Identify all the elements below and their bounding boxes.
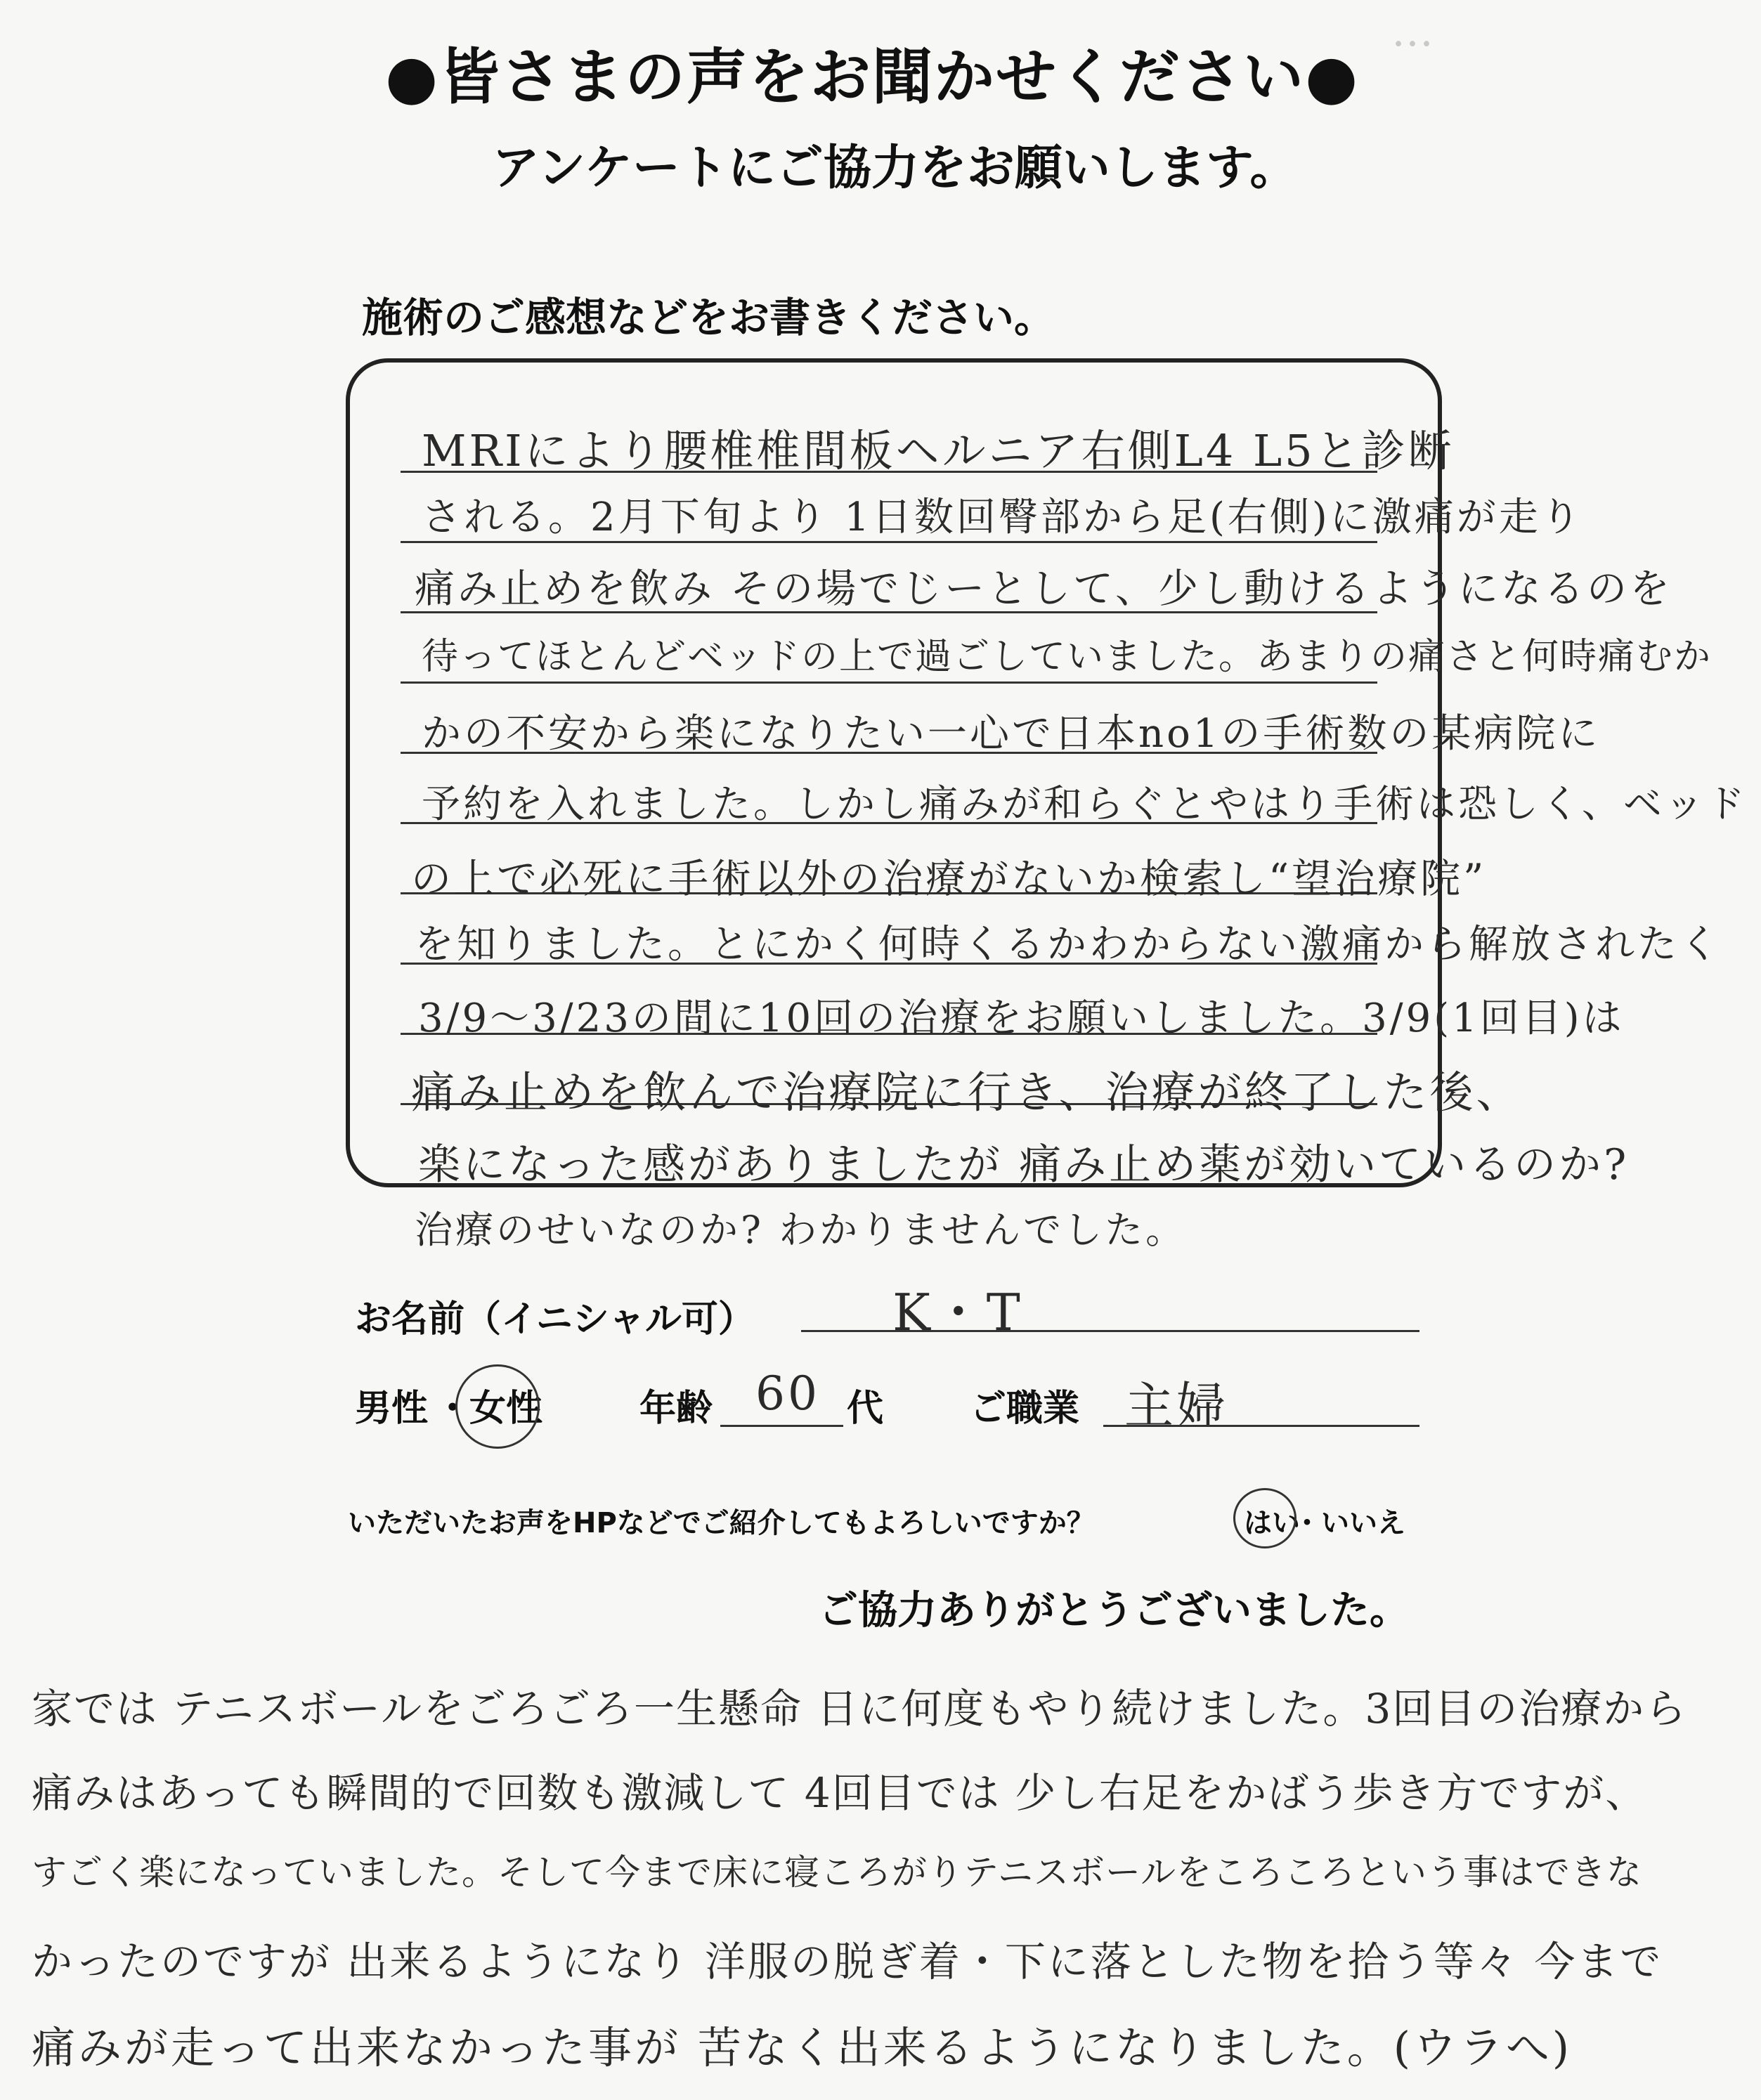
comment-line: 治療のせいなのか? わかりませんでした。: [415, 1208, 1187, 1252]
name-underline: [801, 1330, 1419, 1332]
continuation-line: かったのですが 出来るようになり 洋服の脱ぎ着・下に落とした物を拾う等々 今まで: [32, 1938, 1663, 1985]
comment-line: を知りました。とにかく何時くるかわからない激痛から解放されたく: [415, 922, 1722, 967]
occupation-value: 主婦: [1124, 1377, 1228, 1435]
comment-line: 予約を入れました。しかし痛みが和らぐとやはり手術は恐しく、ベッド: [422, 781, 1748, 826]
page-title: ●皆さまの声をお聞かせください●: [385, 42, 1360, 112]
comment-rule: [401, 681, 1377, 684]
comment-line: かの不安から楽になりたい一心で日本no1の手術数の某病院に: [422, 711, 1601, 757]
continuation-line: 家では テニスボールをごろごろ一生懸命 日に何度もやり続けました。3回目の治療から: [32, 1685, 1688, 1733]
gender-male-option: 男性: [355, 1388, 429, 1430]
comment-line: 3/9～3/23の間に10回の治療をお願いしました。3/9(1回目)は: [418, 996, 1625, 1041]
page-subtitle: アンケートにご協力をお願いします。: [492, 141, 1298, 196]
name-value: K・T: [892, 1283, 1023, 1342]
occupation-label: ご職業: [970, 1388, 1080, 1430]
comment-line: 待ってほとんどベッドの上で過ごしていました。あまりの痛さと何時痛むか: [422, 636, 1713, 678]
consent-separator: ・: [1293, 1507, 1321, 1539]
comment-line: 痛み止めを飲んで治療院に行き、治療が終了した後、: [411, 1067, 1523, 1118]
consent-yes-circle: [1233, 1488, 1297, 1548]
bleed-through-text: …: [1391, 7, 1438, 56]
comment-line: の上で必死に手術以外の治療がないか検索し“望治療院”: [411, 856, 1487, 902]
gender-female-option: 女性: [469, 1388, 543, 1430]
age-suffix: 代: [847, 1388, 884, 1430]
occupation-underline: [1103, 1425, 1419, 1427]
female-selection-circle: [455, 1364, 543, 1449]
consent-yes-option: はい: [1244, 1507, 1300, 1539]
name-label: お名前（イニシャル可）: [355, 1298, 755, 1341]
thanks-message: ご協力ありがとうございました。: [819, 1588, 1409, 1633]
consent-no-option: いいえ: [1321, 1507, 1405, 1539]
continuation-line: 痛みが走って出来なかった事が 苦なく出来るようになりました。(ウラへ): [32, 2022, 1573, 2073]
gender-separator: ・: [434, 1388, 472, 1430]
comments-section-label: 施術のご感想などをお書きください。: [362, 294, 1055, 341]
continuation-line: すごく楽になっていました。そして今まで床に寝ころがりテニスボールをころころという事はできな: [32, 1852, 1642, 1893]
comment-line: 痛み止めを飲み その場でじーとして、少し動けるようになるのを: [415, 566, 1672, 612]
consent-question: いただいたお声をHPなどでご紹介してもよろしいですか？: [348, 1507, 1095, 1539]
continuation-line: 痛みはあっても瞬間的で回数も激減して 4回目では 少し右足をかばう歩き方ですが、: [32, 1769, 1648, 1817]
comment-line: 楽になった感がありましたが 痛み止め薬が効いているのか?: [418, 1140, 1630, 1189]
age-underline: [720, 1425, 843, 1427]
age-label: 年齢: [639, 1388, 713, 1430]
comment-line: MRIにより腰椎椎間板ヘルニア右側L4 L5と診断: [422, 425, 1455, 476]
age-value: 60: [755, 1367, 820, 1421]
comment-line: される。2月下旬より 1日数回臀部から足(右側)に激痛が走り: [422, 495, 1583, 540]
